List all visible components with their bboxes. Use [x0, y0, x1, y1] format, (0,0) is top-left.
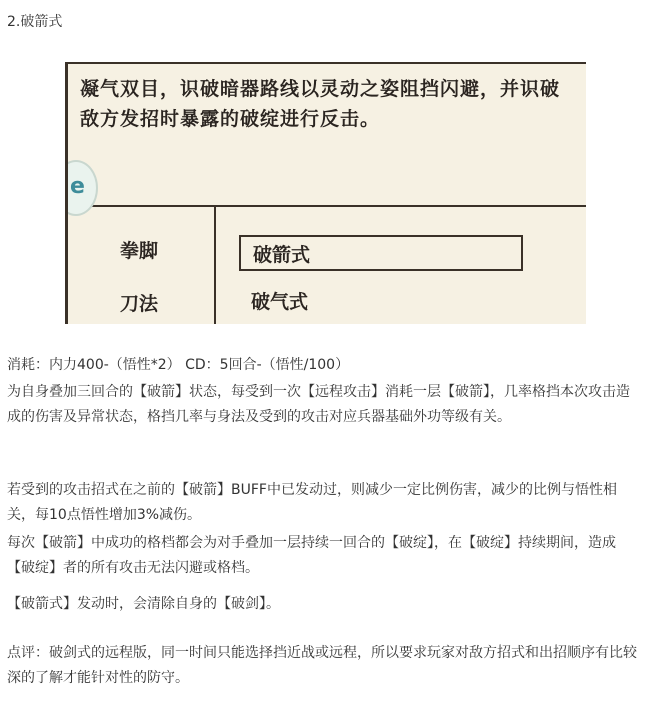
category-fist: 拳脚	[120, 240, 159, 262]
divider	[68, 205, 586, 207]
section-heading: 2.破箭式	[7, 14, 63, 30]
skill-screenshot	[65, 62, 586, 324]
skill-badge-icon	[65, 160, 98, 216]
category-blade: 刀法	[120, 293, 159, 315]
divider	[214, 207, 216, 324]
paragraph: 【破箭式】发动时，会清除自身的【破剑】。	[7, 596, 280, 612]
cost-line: 消耗：内力400-（悟性*2） CD：5回合-（悟性/100）	[7, 357, 350, 373]
paragraph: 为自身叠加三回合的【破箭】状态，每受到一次【远程攻击】消耗一层【破箭】，几率格挡本次攻击造成的伤害及异常状态，格挡几率与身法及受到的攻击对应兵器基础外功等级有关。	[7, 384, 630, 425]
skill-option-selected: 破箭式	[239, 235, 523, 271]
review-paragraph: 点评：破剑式的远程版，同一时间只能选择挡近战或远程，所以要求玩家对敌方招式和出招顺序有比较深的了解才能针对性的防守。	[7, 645, 637, 686]
badge-glyph: e	[70, 174, 85, 199]
paragraph: 若受到的攻击招式在之前的【破箭】BUFF中已发动过，则减少一定比例伤害，减少的比例与悟性相关，每10点悟性增加3%减伤。	[7, 482, 617, 523]
paragraph: 每次【破箭】中成功的格档都会为对手叠加一层持续一回合的【破绽】，在【破绽】持续期间，造成【破绽】者的所有攻击无法闪避或格档。	[7, 535, 616, 576]
skill-description: 凝气双目，识破暗器路线以灵动之姿阻挡闪避，并识破敌方发招时暴露的破绽进行反击。	[80, 78, 561, 130]
skill-option: 破气式	[251, 291, 309, 313]
